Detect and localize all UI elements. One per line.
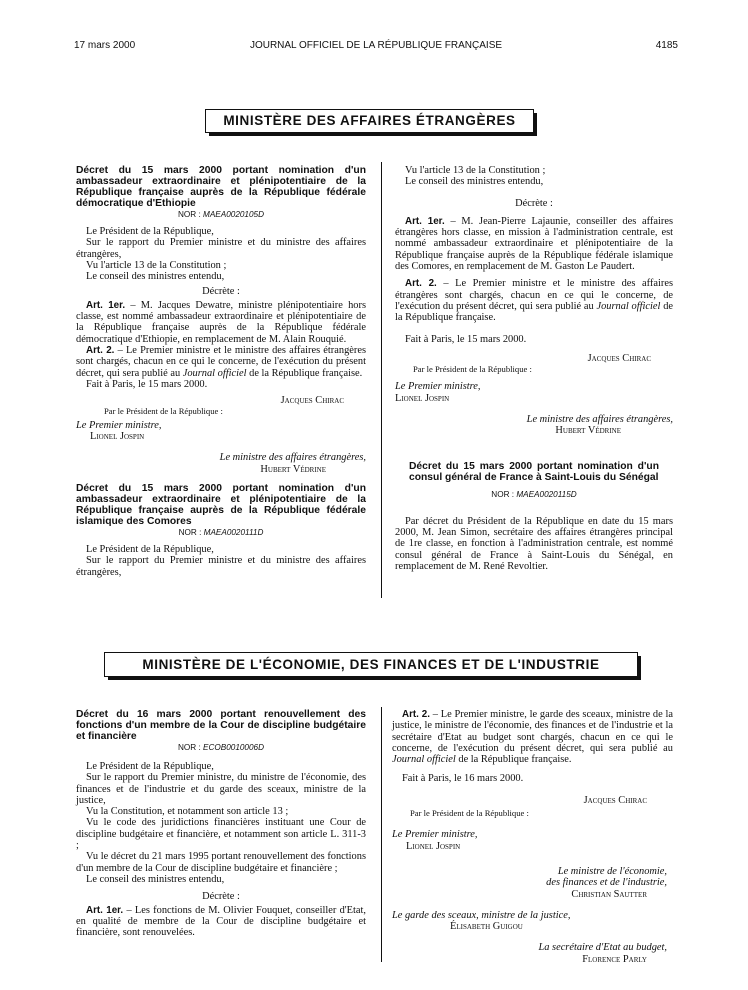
header-journal: JOURNAL OFFICIEL DE LA RÉPUBLIQUE FRANÇAISE	[249, 40, 503, 51]
decree-title: Décret du 15 mars 2000 portant nomination d'un ambassadeur extraordinaire et plénipotentiaire de la République française auprès de la République fédérale islamique des Comores	[76, 482, 366, 527]
decree-title: Décret du 16 mars 2000 portant renouvellement des fonctions d'un membre de la Cour de discipline budgétaire et financière	[76, 709, 366, 742]
pm-title: Le Premier ministre,	[76, 419, 162, 431]
header-page-number: 4185	[655, 40, 678, 51]
text-line: Le Président de la République,	[86, 226, 214, 237]
secretaire-budget-title: La secrétaire d'Etat au budget,	[538, 942, 667, 954]
text-line: Sur le rapport du Premier ministre, du ministre de l'économie, des finances et de l'industrie et du garde des sceaux, ministre de la justice,	[76, 772, 366, 806]
decrete-label: Décrète :	[515, 197, 553, 209]
minister-title: Le ministre des affaires étrangères,	[526, 414, 673, 426]
text-line: Le Président de la République,	[86, 543, 214, 555]
decrete-label: Décrète :	[202, 891, 240, 903]
header-date: 17 mars 2000	[74, 40, 136, 51]
minister-name: Hubert Védrine	[260, 463, 326, 475]
column-divider	[381, 707, 382, 962]
right-column-bottom	[392, 709, 673, 965]
pm-name: Lionel Jospin	[395, 392, 450, 404]
pm-title: Le Premier ministre,	[395, 381, 481, 393]
par-le-president: Par le Président de la République :	[104, 406, 223, 417]
left-column-bottom	[76, 709, 366, 938]
text-line: Le conseil des ministres entendu,	[86, 271, 225, 283]
fait-a-paris: Fait à Paris, le 16 mars 2000.	[402, 773, 524, 785]
par-le-president: Par le Président de la République :	[413, 364, 532, 375]
text-line: Vu la Constitution, et notamment son article 13 ;	[86, 806, 289, 818]
text-line: Sur le rapport du Premier ministre et du ministre des affaires étrangères,	[76, 237, 366, 260]
section-title-economie	[104, 652, 638, 677]
article-2: Art. 2. – Le Premier ministre, le garde des sceaux, ministre de la justice, le ministre de l'économie, des finances et de l'industrie et la secrétaire d'Etat au budget sont chargés, chacun en ce qui le concerne, de l'exécution du présent décret, qui sera publié au Journal officiel de la République française.	[392, 709, 673, 766]
text-line: Le conseil des ministres entendu,	[86, 873, 225, 885]
garde-des-sceaux-name: Élisabeth Guigou	[450, 921, 523, 933]
text-line: Vu le code des juridictions financières instituant une Cour de discipline budgétaire et financière, et notamment son article L. 311-3 ;	[76, 817, 366, 852]
column-divider	[381, 162, 382, 598]
text-line: Vu l'article 13 de la Constitution ;	[405, 165, 546, 176]
nor-line: NOR : MAEA0020111D	[178, 527, 264, 537]
pm-title: Le Premier ministre,	[392, 829, 478, 841]
fait-a-paris: Fait à Paris, le 15 mars 2000.	[86, 378, 208, 390]
par-le-president: Par le Président de la République :	[410, 808, 529, 819]
decree-body: Par décret du Président de la République en date du 15 mars 2000, M. Jean Simon, secrétaire des affaires étrangères principal de 1re classe, en fonction à l'administration centrale, est nommé consul général de France à Saint-Louis du Sénégal, en remplacement de M. René Revoltier.	[395, 515, 673, 572]
pm-name: Lionel Jospin	[90, 431, 145, 443]
nor-line: NOR : MAEA0020105D	[177, 210, 265, 219]
right-column-top	[395, 165, 673, 572]
page-header	[74, 40, 678, 56]
minister-economie-title: Le ministre de l'économie,	[557, 865, 667, 877]
article-2: Art. 2. – Le Premier ministre et le ministre des affaires étrangères sont chargés, chacun en ce qui le concerne, de l'exécution du présent décret, qui sera publié au Journal officiel de la République française.	[395, 278, 674, 324]
article-2: Art. 2. – Le Premier ministre et le ministre des affaires étrangères sont chargés, chacun en ce qui le concerne, de l'exécution du présent décret, qui sera publié au Journal officiel de la République française.	[76, 344, 366, 379]
article-1: Art. 1er. – Les fonctions de M. Olivier Fouquet, conseiller d'Etat, en qualité de membre de la Cour de discipline budgétaire et financière, sont renouvelées.	[76, 904, 366, 939]
nor-line: NOR : ECOB0010006D	[177, 743, 265, 752]
decree-title: Décret du 15 mars 2000 portant nomination d'un consul général de France à Saint-Louis du Sénégal	[409, 460, 659, 483]
text-line: Vu l'article 13 de la Constitution ;	[86, 259, 227, 271]
section-title-text: MINISTÈRE DES AFFAIRES ÉTRANGÈRES	[223, 113, 516, 128]
garde-des-sceaux-title: Le garde des sceaux, ministre de la justice,	[392, 909, 571, 921]
article-1: Art. 1er. – M. Jean-Pierre Lajaunie, conseiller des affaires étrangères hors classe, en mission à l'administration centrale, est nommé ambassadeur extraordinaire et plénipotentiaire de la République française auprès de la République fédérale islamique des Comores, en remplacement de M. Gaston Le Paudert.	[395, 215, 673, 273]
section-title-text: MINISTÈRE DE L'ÉCONOMIE, DES FINANCES ET DE L'INDUSTRIE	[142, 657, 600, 672]
left-column-top	[76, 165, 366, 578]
minister-economie-title-2: des finances et de l'industrie,	[546, 877, 667, 889]
secretaire-budget-name: Florence Parly	[582, 953, 647, 965]
signature-president: Jacques Chirac	[583, 794, 647, 806]
section-title-affaires-etrangeres	[205, 109, 534, 133]
text-line: Le conseil des ministres entendu,	[405, 176, 544, 188]
fait-a-paris: Fait à Paris, le 15 mars 2000.	[405, 333, 527, 345]
signature-president: Jacques Chirac	[587, 352, 651, 364]
signature-president: Jacques Chirac	[280, 395, 344, 407]
decrete-label: Décrète :	[202, 286, 240, 298]
nor-line: NOR : MAEA0020115D	[491, 489, 577, 499]
text-line: Vu le décret du 21 mars 1995 portant renouvellement des fonctions d'un membre de la Cour de discipline budgétaire et financière ;	[76, 851, 366, 874]
minister-title: Le ministre des affaires étrangères,	[219, 452, 366, 464]
text-line: Le Président de la République,	[86, 761, 214, 772]
minister-name: Hubert Védrine	[555, 425, 621, 437]
minister-economie-name: Christian Sautter	[571, 888, 647, 900]
article-1: Art. 1er. – M. Jacques Dewatre, ministre plénipotentiaire hors classe, est nommé ambassadeur extraordinaire et plénipotentiaire de la République française auprès de la République fédérale démocratique d'Ethiopie, en remplacement de M. Alain Rouquié.	[76, 299, 366, 345]
pm-name: Lionel Jospin	[406, 840, 461, 852]
decree-title: Décret du 15 mars 2000 portant nomination d'un ambassadeur extraordinaire et plénipotentiaire de la République française auprès de la République fédérale démocratique d'Ethiopie	[76, 165, 366, 209]
text-line: Sur le rapport du Premier ministre et du ministre des affaires étrangères,	[76, 555, 366, 578]
